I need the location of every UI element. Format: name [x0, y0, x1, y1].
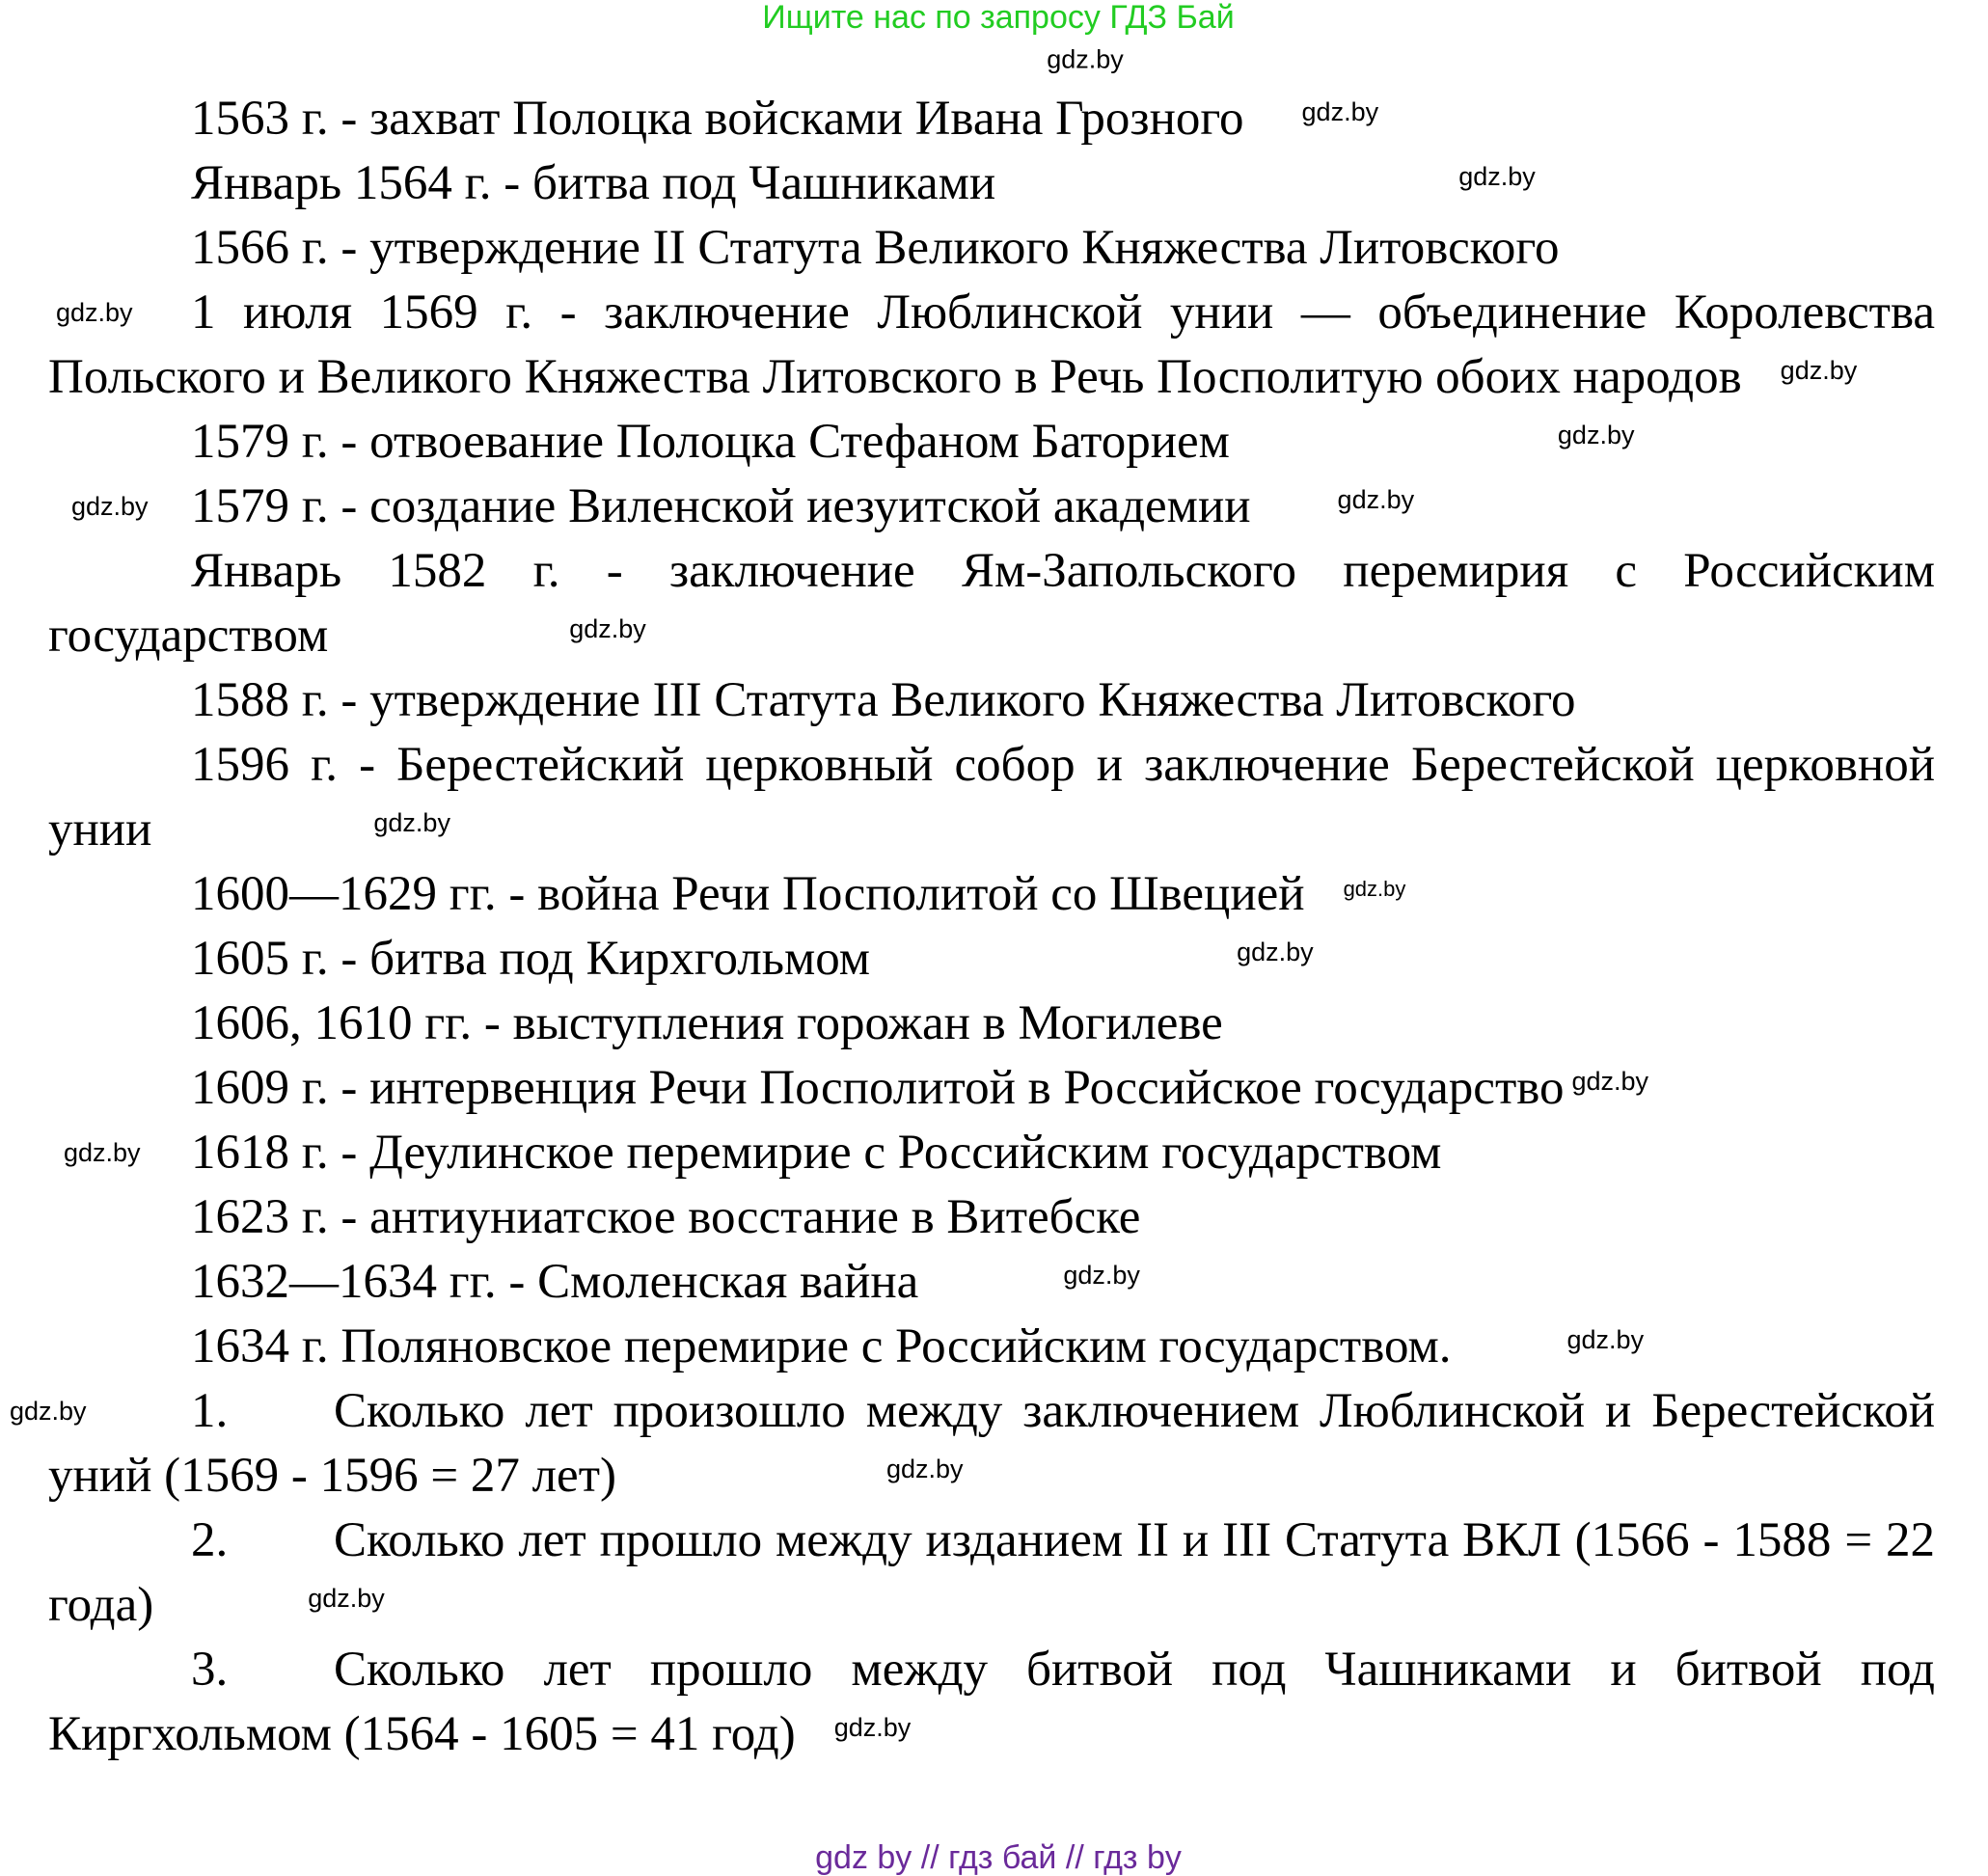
document-body — [10, 87, 1935, 1767]
question — [48, 1509, 1935, 1638]
watermark: gdz.by — [1237, 938, 1314, 966]
event-line — [48, 668, 1935, 733]
watermark: gdz.by — [1780, 356, 1858, 385]
event-line — [48, 992, 1935, 1056]
event-text: 1605 г. - битва под Кирхгольмом — [191, 932, 871, 986]
event-text: Январь 1564 г. - битва под Чашниками — [191, 156, 996, 210]
question-number: 2. — [191, 1513, 229, 1567]
event-line — [48, 151, 1935, 216]
question-text: Сколько лет произошло между заключением Люблинской и Берестейской уний (1569 - 1596 = 27 лет) — [48, 1384, 1935, 1503]
watermark: gdz.by — [885, 1455, 964, 1483]
question — [10, 1379, 1935, 1509]
event-line — [48, 733, 1935, 862]
event-text: 1632—1634 гг. - Смоленская вайна — [191, 1255, 919, 1309]
event-line — [48, 862, 1935, 927]
event-text: 1579 г. - отвоевание Полоцка Стефаном Баторием — [191, 415, 1230, 469]
footer-watermark: gdz by // гдз бай // гдз by — [815, 1839, 1182, 1876]
watermark: gdz.by — [1337, 485, 1415, 514]
watermark: gdz.by — [71, 492, 149, 521]
event-text: 1623 г. - антиуниатское восстание в Витебске — [191, 1190, 1141, 1244]
question-number: 1. — [191, 1384, 229, 1438]
watermark: gdz.by — [1458, 162, 1536, 191]
event-text: 1609 г. - интервенция Речи Посполитой в Российское государство — [191, 1061, 1565, 1115]
watermark: gdz.by — [1301, 97, 1379, 126]
watermark: gdz.by — [56, 298, 133, 327]
event-text: 1634 г. Поляновское перемирие с Российским государством. — [191, 1319, 1452, 1373]
event-line — [48, 475, 1935, 539]
event-text: Январь 1582 г. - заключение Ям-Запольского перемирия с Российским государством — [48, 544, 1935, 663]
question — [48, 1638, 1935, 1767]
event-line — [48, 87, 1935, 151]
event-text: 1566 г. - утверждение II Статута Великого Княжества Литовского — [191, 221, 1560, 275]
event-text: 1 июля 1569 г. - заключение Люблинской унии — объединение Королевства Польского и Великого Княжества Литовского в Речь Посполитую обоих народов — [48, 285, 1935, 404]
search-banner: Ищите нас по запросу ГДЗ Бай — [762, 0, 1235, 36]
watermark: gdz.by — [1047, 44, 1124, 74]
watermark: gdz.by — [1571, 1067, 1649, 1096]
event-line — [48, 1315, 1935, 1379]
watermark: gdz.by — [1566, 1325, 1645, 1354]
event-text: 1600—1629 гг. - война Речи Посполитой со Швецией — [191, 867, 1305, 921]
event-line — [48, 1056, 1935, 1121]
question-text: Сколько лет прошло между битвой под Чашниками и битвой под Киргхольмом (1564 - 1605 = 41 год) — [48, 1643, 1935, 1761]
event-line — [48, 1121, 1935, 1185]
event-line — [48, 1250, 1935, 1315]
watermark: gdz.by — [569, 614, 646, 643]
watermark: gdz.by — [1063, 1261, 1140, 1290]
question-number: 3. — [191, 1643, 229, 1697]
event-line — [48, 1185, 1935, 1250]
watermark: gdz.by — [1557, 421, 1635, 449]
question-text: Сколько лет прошло между изданием II и III Статута ВКЛ (1566 - 1588 = 22 года) — [48, 1513, 1935, 1632]
event-line — [48, 410, 1935, 475]
watermark: gdz.by — [10, 1397, 87, 1426]
watermark: gdz.by — [64, 1138, 141, 1167]
watermark: gdz.by — [1343, 877, 1406, 901]
watermark: gdz.by — [308, 1584, 385, 1613]
event-text: 1596 г. - Берестейский церковный собор и заключение Берестейской церковной унии — [48, 738, 1935, 856]
event-line — [48, 216, 1935, 281]
event-text: 1579 г. - создание Виленской иезуитской академии — [191, 479, 1251, 533]
event-text: 1563 г. - захват Полоцка войсками Ивана Грозного — [191, 92, 1244, 146]
event-text: 1588 г. - утверждение III Статута Великого Княжества Литовского — [191, 673, 1576, 727]
event-line — [48, 539, 1935, 668]
event-text: 1606, 1610 гг. - выступления горожан в Могилеве — [191, 996, 1223, 1050]
event-line — [48, 281, 1935, 410]
event-line — [48, 927, 1935, 992]
watermark: gdz.by — [833, 1713, 912, 1742]
event-text: 1618 г. - Деулинское перемирие с Российским государством — [191, 1126, 1442, 1180]
watermark: gdz.by — [373, 808, 450, 837]
